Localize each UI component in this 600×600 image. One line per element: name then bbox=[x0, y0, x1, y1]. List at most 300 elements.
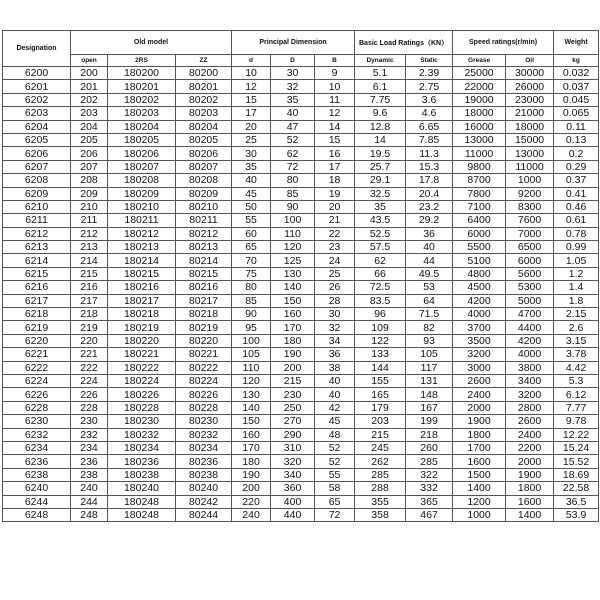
table-cell: 9.78 bbox=[554, 415, 599, 428]
table-cell: 240 bbox=[71, 482, 108, 495]
table-cell: 55 bbox=[232, 214, 271, 227]
table-cell: 358 bbox=[355, 508, 406, 521]
principal-dimension-header: Principal Dimension bbox=[232, 31, 355, 55]
table-cell: 180218 bbox=[108, 308, 176, 321]
table-cell: 180205 bbox=[108, 133, 176, 146]
table-row bbox=[3, 361, 599, 374]
table-cell: 0.78 bbox=[554, 227, 599, 240]
table-row bbox=[3, 241, 599, 254]
table-cell: 9.6 bbox=[355, 107, 406, 120]
table-cell: 52 bbox=[271, 133, 315, 146]
table-cell: 8300 bbox=[506, 200, 554, 213]
table-cell: 244 bbox=[71, 495, 108, 508]
table-cell: 12 bbox=[232, 80, 271, 93]
table-cell: 219 bbox=[71, 321, 108, 334]
table-row bbox=[3, 200, 599, 213]
table-cell: 0.37 bbox=[554, 174, 599, 187]
table-cell: 220 bbox=[232, 495, 271, 508]
table-cell: 42 bbox=[315, 401, 355, 414]
table-cell: 85 bbox=[232, 294, 271, 307]
table-cell: 190 bbox=[232, 468, 271, 481]
table-cell: 58 bbox=[315, 482, 355, 495]
table-cell: 18000 bbox=[506, 120, 554, 133]
table-cell: 130 bbox=[271, 267, 315, 280]
table-cell: 40 bbox=[315, 388, 355, 401]
table-cell: 11 bbox=[315, 93, 355, 106]
table-cell: 125 bbox=[271, 254, 315, 267]
table-cell: 3.78 bbox=[554, 348, 599, 361]
table-cell: 4400 bbox=[506, 321, 554, 334]
table-cell: 6202 bbox=[3, 93, 71, 106]
table-cell: 130 bbox=[232, 388, 271, 401]
table-cell: 80212 bbox=[176, 227, 232, 240]
table-cell: 82 bbox=[406, 321, 453, 334]
table-cell: 0.61 bbox=[554, 214, 599, 227]
table-cell: 30000 bbox=[506, 67, 554, 80]
table-cell: 7.77 bbox=[554, 401, 599, 414]
table-cell: 5600 bbox=[506, 267, 554, 280]
table-cell: 3700 bbox=[453, 321, 506, 334]
table-cell: 80214 bbox=[176, 254, 232, 267]
table-row bbox=[3, 93, 599, 106]
table-cell: 80211 bbox=[176, 214, 232, 227]
table-cell: 22 bbox=[315, 227, 355, 240]
table-cell: 20.4 bbox=[406, 187, 453, 200]
table-cell: 285 bbox=[406, 455, 453, 468]
table-cell: 180216 bbox=[108, 281, 176, 294]
open-subheader: open bbox=[71, 55, 108, 67]
table-cell: 180208 bbox=[108, 174, 176, 187]
table-cell: 6221 bbox=[3, 348, 71, 361]
table-cell: 6218 bbox=[3, 308, 71, 321]
table-cell: 212 bbox=[71, 227, 108, 240]
table-cell: 3.6 bbox=[406, 93, 453, 106]
table-cell: 6230 bbox=[3, 415, 71, 428]
table-cell: 2800 bbox=[506, 401, 554, 414]
table-cell: 467 bbox=[406, 508, 453, 521]
table-cell: 80213 bbox=[176, 241, 232, 254]
table-cell: 6204 bbox=[3, 120, 71, 133]
table-cell: 180204 bbox=[108, 120, 176, 133]
table-cell: 140 bbox=[232, 401, 271, 414]
table-cell: 3200 bbox=[453, 348, 506, 361]
table-cell: 80224 bbox=[176, 374, 232, 387]
table-cell: 65 bbox=[232, 241, 271, 254]
table-cell: 140 bbox=[271, 281, 315, 294]
table-cell: 70 bbox=[232, 254, 271, 267]
table-cell: 5000 bbox=[506, 294, 554, 307]
table-cell: 340 bbox=[271, 468, 315, 481]
oil-subheader: Oil bbox=[506, 55, 554, 67]
table-cell: 150 bbox=[271, 294, 315, 307]
table-cell: 64 bbox=[406, 294, 453, 307]
table-cell: 40 bbox=[271, 107, 315, 120]
table-cell: 400 bbox=[271, 495, 315, 508]
table-cell: 6201 bbox=[3, 80, 71, 93]
table-cell: 1500 bbox=[453, 468, 506, 481]
table-cell: 6215 bbox=[3, 267, 71, 280]
table-row bbox=[3, 80, 599, 93]
table-cell: 80208 bbox=[176, 174, 232, 187]
table-cell: 5500 bbox=[453, 241, 506, 254]
table-cell: 80202 bbox=[176, 93, 232, 106]
dynamic-subheader: Dynamic bbox=[355, 55, 406, 67]
table-cell: 180201 bbox=[108, 80, 176, 93]
table-cell: 220 bbox=[71, 334, 108, 347]
table-cell: 26000 bbox=[506, 80, 554, 93]
table-cell: 105 bbox=[232, 348, 271, 361]
table-cell: 120 bbox=[271, 241, 315, 254]
old-model-header: Old model bbox=[71, 31, 232, 55]
table-cell: 18 bbox=[315, 174, 355, 187]
table-cell: 4200 bbox=[453, 294, 506, 307]
table-cell: 365 bbox=[406, 495, 453, 508]
table-cell: 180200 bbox=[108, 67, 176, 80]
table-cell: 270 bbox=[271, 415, 315, 428]
table-cell: 180213 bbox=[108, 241, 176, 254]
table-cell: 80200 bbox=[176, 67, 232, 80]
table-cell: 6.65 bbox=[406, 120, 453, 133]
table-cell: 11000 bbox=[453, 147, 506, 160]
table-cell: 1600 bbox=[506, 495, 554, 508]
table-cell: 35 bbox=[271, 93, 315, 106]
table-cell: 131 bbox=[406, 374, 453, 387]
table-cell: 180212 bbox=[108, 227, 176, 240]
table-cell: 18000 bbox=[453, 107, 506, 120]
table-cell: 80 bbox=[271, 174, 315, 187]
table-cell: 90 bbox=[232, 308, 271, 321]
table-cell: 180236 bbox=[108, 455, 176, 468]
table-cell: 80215 bbox=[176, 267, 232, 280]
table-cell: 80217 bbox=[176, 294, 232, 307]
table-cell: 0.46 bbox=[554, 200, 599, 213]
table-cell: 2600 bbox=[506, 415, 554, 428]
table-cell: 1000 bbox=[506, 174, 554, 187]
table-cell: 26 bbox=[315, 281, 355, 294]
table-cell: 4000 bbox=[506, 348, 554, 361]
table-cell: 14 bbox=[315, 120, 355, 133]
table-cell: 180224 bbox=[108, 374, 176, 387]
kg-subheader: kg bbox=[554, 55, 599, 67]
table-cell: 80205 bbox=[176, 133, 232, 146]
table-row bbox=[3, 428, 599, 441]
table-cell: 180211 bbox=[108, 214, 176, 227]
table-cell: 0.037 bbox=[554, 80, 599, 93]
table-cell: 32 bbox=[271, 80, 315, 93]
table-cell: 80242 bbox=[176, 495, 232, 508]
header-row-sub bbox=[3, 55, 599, 67]
table-cell: 80216 bbox=[176, 281, 232, 294]
table-row bbox=[3, 214, 599, 227]
table-cell: 71.5 bbox=[406, 308, 453, 321]
table-cell: 45 bbox=[315, 415, 355, 428]
table-row bbox=[3, 281, 599, 294]
table-cell: 3200 bbox=[506, 388, 554, 401]
table-row bbox=[3, 187, 599, 200]
table-cell: 52.5 bbox=[355, 227, 406, 240]
grease-subheader: Grease bbox=[453, 55, 506, 67]
table-cell: 3400 bbox=[506, 374, 554, 387]
table-cell: 6.1 bbox=[355, 80, 406, 93]
table-cell: 25 bbox=[232, 133, 271, 146]
table-cell: 165 bbox=[355, 388, 406, 401]
table-cell: 19000 bbox=[453, 93, 506, 106]
table-cell: 122 bbox=[355, 334, 406, 347]
table-cell: 36.5 bbox=[554, 495, 599, 508]
table-cell: 30 bbox=[232, 147, 271, 160]
table-cell: 7000 bbox=[506, 227, 554, 240]
table-cell: 6211 bbox=[3, 214, 71, 227]
table-cell: 180230 bbox=[108, 415, 176, 428]
table-cell: 17 bbox=[232, 107, 271, 120]
table-cell: 13000 bbox=[453, 133, 506, 146]
table-cell: 80219 bbox=[176, 321, 232, 334]
table-cell: 1800 bbox=[506, 482, 554, 495]
table-cell: 1600 bbox=[453, 455, 506, 468]
table-cell: 206 bbox=[71, 147, 108, 160]
table-cell: 13000 bbox=[506, 147, 554, 160]
table-cell: 95 bbox=[232, 321, 271, 334]
table-cell: 221 bbox=[71, 348, 108, 361]
table-cell: 180248 bbox=[108, 508, 176, 521]
table-cell: 0.99 bbox=[554, 241, 599, 254]
table-cell: 322 bbox=[406, 468, 453, 481]
table-cell: 0.032 bbox=[554, 67, 599, 80]
table-cell: 180221 bbox=[108, 348, 176, 361]
table-cell: 80207 bbox=[176, 160, 232, 173]
table-row bbox=[3, 120, 599, 133]
bearing-spec-table bbox=[2, 30, 599, 522]
table-cell: 1900 bbox=[453, 415, 506, 428]
table-cell: 105 bbox=[406, 348, 453, 361]
table-cell: 1400 bbox=[506, 508, 554, 521]
table-cell: 72 bbox=[315, 508, 355, 521]
table-cell: 62 bbox=[271, 147, 315, 160]
table-cell: 288 bbox=[355, 482, 406, 495]
table-cell: 16 bbox=[315, 147, 355, 160]
table-cell: 6.12 bbox=[554, 388, 599, 401]
table-cell: 52 bbox=[315, 441, 355, 454]
table-cell: 80244 bbox=[176, 508, 232, 521]
table-cell: 15.3 bbox=[406, 160, 453, 173]
table-cell: 150 bbox=[232, 415, 271, 428]
table-cell: 80221 bbox=[176, 348, 232, 361]
outer-diameter-subheader: D bbox=[271, 55, 315, 67]
table-cell: 2000 bbox=[506, 455, 554, 468]
table-cell: 35 bbox=[355, 200, 406, 213]
table-cell: 1.05 bbox=[554, 254, 599, 267]
table-cell: 179 bbox=[355, 401, 406, 414]
table-cell: 4200 bbox=[506, 334, 554, 347]
table-cell: 16000 bbox=[453, 120, 506, 133]
table-cell: 234 bbox=[71, 441, 108, 454]
table-cell: 25 bbox=[315, 267, 355, 280]
table-cell: 32 bbox=[315, 321, 355, 334]
table-cell: 66 bbox=[355, 267, 406, 280]
table-cell: 0.065 bbox=[554, 107, 599, 120]
2rs-subheader: 2RS bbox=[108, 55, 176, 67]
table-cell: 200 bbox=[232, 482, 271, 495]
table-cell: 200 bbox=[71, 67, 108, 80]
table-cell: 40 bbox=[315, 374, 355, 387]
table-cell: 6240 bbox=[3, 482, 71, 495]
table-cell: 1200 bbox=[453, 495, 506, 508]
table-cell: 1000 bbox=[453, 508, 506, 521]
table-cell: 6248 bbox=[3, 508, 71, 521]
table-row bbox=[3, 455, 599, 468]
table-cell: 180232 bbox=[108, 428, 176, 441]
table-cell: 55 bbox=[315, 468, 355, 481]
table-cell: 12.8 bbox=[355, 120, 406, 133]
table-cell: 180217 bbox=[108, 294, 176, 307]
table-cell: 213 bbox=[71, 241, 108, 254]
table-cell: 12.22 bbox=[554, 428, 599, 441]
table-cell: 10 bbox=[315, 80, 355, 93]
table-row bbox=[3, 308, 599, 321]
table-cell: 180207 bbox=[108, 160, 176, 173]
table-row bbox=[3, 174, 599, 187]
table-cell: 15 bbox=[315, 133, 355, 146]
table-cell: 28 bbox=[315, 294, 355, 307]
table-cell: 40 bbox=[232, 174, 271, 187]
table-cell: 80238 bbox=[176, 468, 232, 481]
table-cell: 22.58 bbox=[554, 482, 599, 495]
table-cell: 250 bbox=[271, 401, 315, 414]
table-cell: 43.5 bbox=[355, 214, 406, 227]
table-cell: 11000 bbox=[506, 160, 554, 173]
table-cell: 226 bbox=[71, 388, 108, 401]
table-cell: 199 bbox=[406, 415, 453, 428]
table-row bbox=[3, 160, 599, 173]
table-cell: 180222 bbox=[108, 361, 176, 374]
table-cell: 80204 bbox=[176, 120, 232, 133]
table-cell: 6206 bbox=[3, 147, 71, 160]
table-cell: 1900 bbox=[506, 468, 554, 481]
table-cell: 60 bbox=[232, 227, 271, 240]
table-cell: 180209 bbox=[108, 187, 176, 200]
table-cell: 34 bbox=[315, 334, 355, 347]
table-cell: 1.4 bbox=[554, 281, 599, 294]
table-cell: 180214 bbox=[108, 254, 176, 267]
table-cell: 20 bbox=[232, 120, 271, 133]
table-cell: 216 bbox=[71, 281, 108, 294]
table-cell: 211 bbox=[71, 214, 108, 227]
table-cell: 45 bbox=[232, 187, 271, 200]
table-cell: 180215 bbox=[108, 267, 176, 280]
table-cell: 180206 bbox=[108, 147, 176, 160]
table-cell: 2400 bbox=[453, 388, 506, 401]
table-cell: 200 bbox=[271, 361, 315, 374]
table-cell: 218 bbox=[71, 308, 108, 321]
table-cell: 6200 bbox=[3, 67, 71, 80]
table-cell: 218 bbox=[406, 428, 453, 441]
table-cell: 35 bbox=[232, 160, 271, 173]
table-cell: 180220 bbox=[108, 334, 176, 347]
table-cell: 320 bbox=[271, 455, 315, 468]
table-row bbox=[3, 334, 599, 347]
table-cell: 170 bbox=[271, 321, 315, 334]
table-cell: 100 bbox=[232, 334, 271, 347]
table-cell: 6212 bbox=[3, 227, 71, 240]
table-cell: 80218 bbox=[176, 308, 232, 321]
table-cell: 0.41 bbox=[554, 187, 599, 200]
table-cell: 180202 bbox=[108, 93, 176, 106]
header-row-top bbox=[3, 31, 599, 55]
table-cell: 6222 bbox=[3, 361, 71, 374]
table-cell: 1800 bbox=[453, 428, 506, 441]
table-cell: 0.29 bbox=[554, 160, 599, 173]
table-cell: 4.6 bbox=[406, 107, 453, 120]
table-cell: 201 bbox=[71, 80, 108, 93]
table-cell: 120 bbox=[232, 374, 271, 387]
table-cell: 80230 bbox=[176, 415, 232, 428]
table-cell: 53.9 bbox=[554, 508, 599, 521]
table-cell: 4500 bbox=[453, 281, 506, 294]
table-cell: 90 bbox=[271, 200, 315, 213]
table-cell: 80210 bbox=[176, 200, 232, 213]
table-cell: 440 bbox=[271, 508, 315, 521]
table-cell: 2200 bbox=[506, 441, 554, 454]
table-cell: 6203 bbox=[3, 107, 71, 120]
table-cell: 15000 bbox=[506, 133, 554, 146]
table-cell: 236 bbox=[71, 455, 108, 468]
table-row bbox=[3, 67, 599, 80]
table-cell: 80206 bbox=[176, 147, 232, 160]
table-cell: 15.52 bbox=[554, 455, 599, 468]
table-cell: 40 bbox=[406, 241, 453, 254]
table-cell: 17 bbox=[315, 160, 355, 173]
table-cell: 25.7 bbox=[355, 160, 406, 173]
table-cell: 80209 bbox=[176, 187, 232, 200]
width-subheader: B bbox=[315, 55, 355, 67]
table-cell: 15 bbox=[232, 93, 271, 106]
table-cell: 7.75 bbox=[355, 93, 406, 106]
table-cell: 47 bbox=[271, 120, 315, 133]
table-cell: 17.8 bbox=[406, 174, 453, 187]
table-cell: 9200 bbox=[506, 187, 554, 200]
table-row bbox=[3, 495, 599, 508]
table-cell: 19.5 bbox=[355, 147, 406, 160]
table-cell: 80201 bbox=[176, 80, 232, 93]
table-row bbox=[3, 147, 599, 160]
table-cell: 202 bbox=[71, 93, 108, 106]
table-cell: 0.2 bbox=[554, 147, 599, 160]
table-cell: 32.5 bbox=[355, 187, 406, 200]
table-cell: 2000 bbox=[453, 401, 506, 414]
table-row bbox=[3, 482, 599, 495]
table-cell: 203 bbox=[71, 107, 108, 120]
table-cell: 49.5 bbox=[406, 267, 453, 280]
table-cell: 80203 bbox=[176, 107, 232, 120]
table-cell: 96 bbox=[355, 308, 406, 321]
table-cell: 23000 bbox=[506, 93, 554, 106]
table-cell: 7.85 bbox=[406, 133, 453, 146]
table-row bbox=[3, 401, 599, 414]
table-cell: 75 bbox=[232, 267, 271, 280]
table-cell: 50 bbox=[232, 200, 271, 213]
table-cell: 65 bbox=[315, 495, 355, 508]
table-cell: 23 bbox=[315, 241, 355, 254]
table-cell: 170 bbox=[232, 441, 271, 454]
table-cell: 5.1 bbox=[355, 67, 406, 80]
table-cell: 180240 bbox=[108, 482, 176, 495]
table-row bbox=[3, 254, 599, 267]
table-cell: 6207 bbox=[3, 160, 71, 173]
table-row bbox=[3, 508, 599, 521]
table-cell: 85 bbox=[271, 187, 315, 200]
table-cell: 9800 bbox=[453, 160, 506, 173]
table-cell: 6234 bbox=[3, 441, 71, 454]
